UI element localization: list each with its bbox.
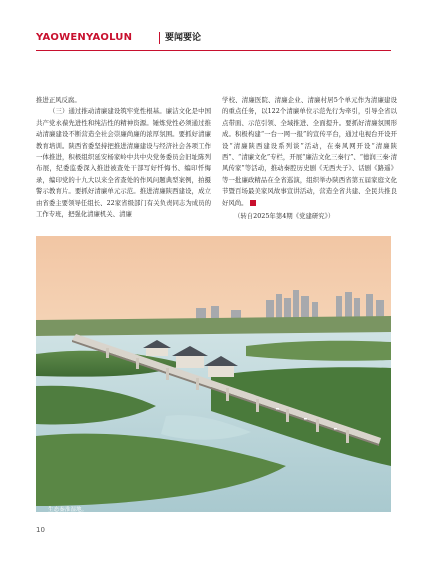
source-note: （转自2025年第4期《党建研究》） [234, 212, 335, 221]
photo-illustration [36, 236, 391, 512]
paragraph: 推进正风反腐。 [36, 96, 81, 104]
page-number: 10 [36, 526, 45, 534]
article-column-left [36, 95, 211, 220]
paragraph [222, 95, 397, 209]
paragraph-text: 学校、清廉医院、清廉企业、清廉村居5个单元作为清廉建设的重点任务，以122个清廉单位示范先行为牵引，引导全省以点带面、示范引领、全域推进、全面提升。要抓好清廉氛围形成。积极构建“一台一网一报”的宣传平台，通过电视台开设开设“清廉陕西建设系列谈”活动，在秦风网开设“清廉陕西”、“清廉文化”专栏，开展“廉洁文化三秦行”、“德润三秦·清风传家”等活动，推动秦腔历史剧《无西夫子》、话剧《路遥》等一批廉政精品在全省巡演，组织举办陕西省第五届家庭文化节暨百场最美家风故事宣讲活动，营造全省共建、全民共推良好风尚。 [222, 96, 398, 207]
header-rule [36, 50, 391, 51]
header-divider [159, 32, 160, 44]
article-end-square-icon [250, 200, 256, 206]
section-title: 要闻要论 [165, 33, 202, 43]
brand-title: YAOWENYAOLUN [36, 32, 133, 43]
article-column-right [222, 95, 397, 222]
page-header [36, 30, 391, 46]
wetland-bridge-photo [36, 236, 391, 512]
photo-caption: 生态秦淮湿地。 [48, 507, 88, 513]
paragraph: （三）通过推动清廉建设筑牢党性根基。廉洁文化是中国共产党永葆先进性和纯洁性的精神资源。锤炼党性必须通过推动清廉建设不断营造全社会崇廉尚廉的浓厚氛围。要抓好清廉教育培训。陕西省委坚持把推进清廉建设与经济社会各项工作一体推进，积极组织延安杨家岭中共中央党务委员会旧址陈列布展，纪委监委深入推进被查处干部写好忏悔书、编印忏悔录，编印党的十九大以来全省查处的作风问题典型案例，拍摄警示教育片。要抓好清廉单元示范。推进清廉陕西建设，成立由省委主要领导任组长、22家省级部门有关负责同志为成员的工作专班，把强化清廉机关、清廉 [36, 107, 211, 219]
